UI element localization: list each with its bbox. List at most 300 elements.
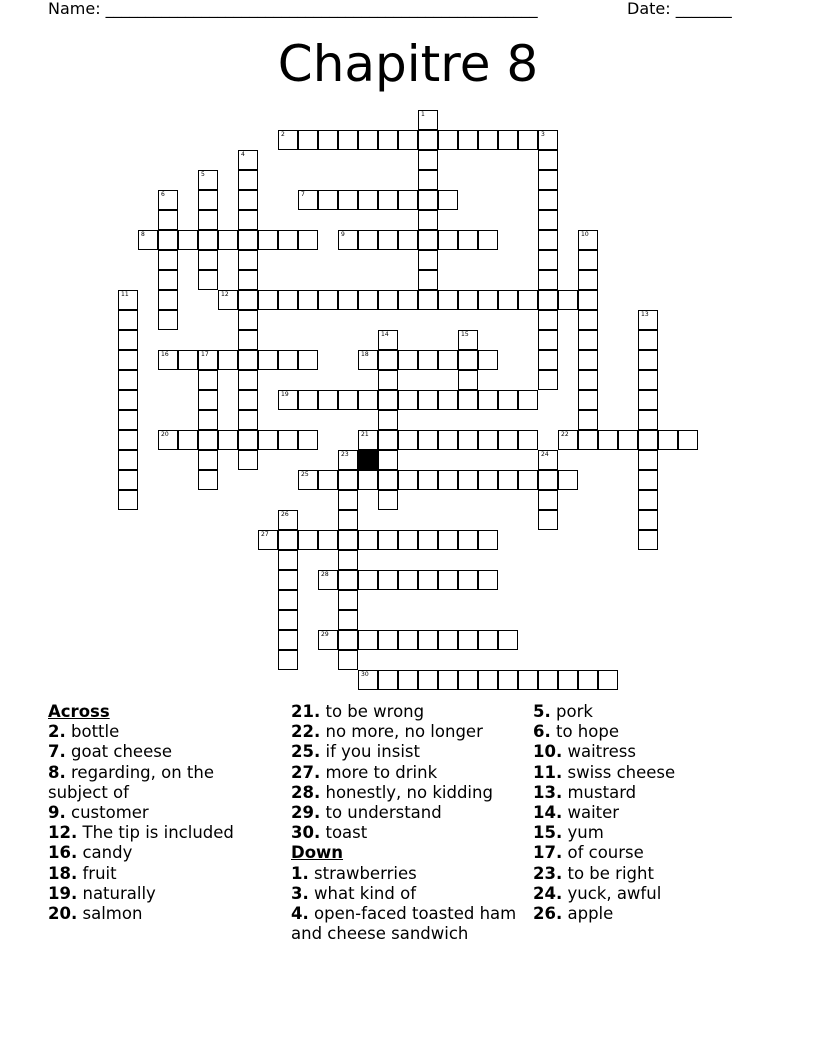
grid-cell[interactable]: [578, 350, 598, 370]
grid-cell[interactable]: [458, 630, 478, 650]
grid-cell[interactable]: [118, 490, 138, 510]
grid-cell[interactable]: [198, 390, 218, 410]
grid-cell[interactable]: [578, 370, 598, 390]
grid-cell[interactable]: [458, 670, 478, 690]
grid-cell[interactable]: [378, 490, 398, 510]
grid-cell[interactable]: [278, 290, 298, 310]
grid-cell[interactable]: [418, 430, 438, 450]
across-clue: 21. to be wrong: [291, 702, 425, 721]
grid-cell[interactable]: [398, 350, 418, 370]
grid-cell[interactable]: [598, 670, 618, 690]
across-clue: 29. to understand: [291, 803, 442, 823]
grid-cell[interactable]: [438, 190, 458, 210]
grid-cell[interactable]: [378, 130, 398, 150]
grid-cell[interactable]: [218, 350, 238, 370]
clue-number: 17: [201, 351, 209, 358]
grid-cell[interactable]: [298, 470, 318, 490]
grid-cell[interactable]: [518, 130, 538, 150]
grid-cell[interactable]: [338, 630, 358, 650]
grid-cell[interactable]: [438, 470, 458, 490]
grid-cell[interactable]: [318, 530, 338, 550]
grid-cell[interactable]: [278, 650, 298, 670]
grid-cell[interactable]: [378, 410, 398, 430]
grid-cell[interactable]: [638, 310, 658, 330]
grid-cell[interactable]: [358, 630, 378, 650]
grid-cell[interactable]: [338, 510, 358, 530]
grid-cell[interactable]: [578, 330, 598, 350]
grid-cell[interactable]: [198, 370, 218, 390]
grid-cell[interactable]: [598, 430, 618, 450]
down-clue: 11. swiss cheese: [533, 762, 676, 782]
grid-cell[interactable]: [418, 130, 438, 150]
grid-cell[interactable]: [638, 490, 658, 510]
grid-cell[interactable]: [238, 230, 258, 250]
grid-cell[interactable]: [118, 410, 138, 430]
clue-number: 18: [361, 351, 369, 358]
across-clue: 22. no more, no longer: [291, 722, 483, 742]
grid-cell[interactable]: [438, 530, 458, 550]
grid-cell[interactable]: [238, 150, 258, 170]
grid-cell[interactable]: [438, 430, 458, 450]
grid-cell[interactable]: [198, 270, 218, 290]
grid-cell[interactable]: [218, 430, 238, 450]
across-clue: 7. goat cheese: [48, 742, 172, 762]
grid-cell[interactable]: [538, 230, 558, 250]
grid-cell[interactable]: [278, 130, 298, 150]
date-line: Date: _______: [627, 0, 732, 18]
name-line: Name: ______________________________________________________: [48, 0, 538, 18]
grid-cell[interactable]: [238, 210, 258, 230]
grid-cell[interactable]: [418, 350, 438, 370]
grid-cell[interactable]: [558, 290, 578, 310]
grid-cell[interactable]: [358, 390, 378, 410]
grid-cell[interactable]: [438, 390, 458, 410]
grid-cell[interactable]: [558, 670, 578, 690]
grid-cell[interactable]: [398, 130, 418, 150]
grid-cell[interactable]: [418, 250, 438, 270]
grid-cell[interactable]: [338, 130, 358, 150]
grid-cell[interactable]: [458, 230, 478, 250]
grid-cell[interactable]: [438, 290, 458, 310]
grid-cell[interactable]: [318, 190, 338, 210]
grid-cell[interactable]: [498, 290, 518, 310]
grid-cell[interactable]: [238, 450, 258, 470]
grid-cell[interactable]: [258, 350, 278, 370]
grid-cell[interactable]: [498, 390, 518, 410]
grid-cell[interactable]: [338, 190, 358, 210]
grid-cell[interactable]: [378, 530, 398, 550]
grid-cell[interactable]: [538, 450, 558, 470]
grid-cell[interactable]: [638, 510, 658, 530]
grid-cell[interactable]: [158, 210, 178, 230]
grid-cell[interactable]: [338, 650, 358, 670]
grid-cell[interactable]: [578, 310, 598, 330]
grid-cell[interactable]: [578, 250, 598, 270]
grid-cell[interactable]: [238, 350, 258, 370]
grid-cell[interactable]: [158, 270, 178, 290]
grid-cell[interactable]: [338, 610, 358, 630]
grid-cell[interactable]: [478, 670, 498, 690]
grid-cell[interactable]: [238, 370, 258, 390]
grid-cell[interactable]: [358, 230, 378, 250]
grid-cell[interactable]: [518, 390, 538, 410]
grid-cell[interactable]: [398, 570, 418, 590]
down-clue: 17. of course: [533, 843, 644, 863]
grid-cell[interactable]: [418, 190, 438, 210]
grid-cell[interactable]: [178, 350, 198, 370]
grid-cell[interactable]: [418, 150, 438, 170]
grid-cell[interactable]: [238, 190, 258, 210]
grid-cell[interactable]: [538, 330, 558, 350]
grid-cell[interactable]: [638, 370, 658, 390]
grid-cell[interactable]: [338, 230, 358, 250]
grid-cell[interactable]: [118, 330, 138, 350]
grid-cell[interactable]: [398, 290, 418, 310]
grid-cell[interactable]: [238, 390, 258, 410]
grid-cell[interactable]: [478, 630, 498, 650]
clue-number: 21: [361, 431, 369, 438]
grid-cell[interactable]: [278, 590, 298, 610]
grid-cell[interactable]: [158, 190, 178, 210]
grid-cell[interactable]: [458, 350, 478, 370]
grid-cell[interactable]: [358, 130, 378, 150]
grid-cell[interactable]: [378, 470, 398, 490]
grid-cell[interactable]: [378, 390, 398, 410]
grid-cell[interactable]: [358, 570, 378, 590]
grid-cell[interactable]: [418, 270, 438, 290]
grid-cell[interactable]: [518, 430, 538, 450]
grid-cell[interactable]: [358, 190, 378, 210]
grid-cell[interactable]: [398, 630, 418, 650]
grid-cell[interactable]: [118, 450, 138, 470]
grid-cell[interactable]: [418, 470, 438, 490]
grid-cell[interactable]: [518, 670, 538, 690]
grid-cell[interactable]: [318, 570, 338, 590]
grid-cell[interactable]: [118, 370, 138, 390]
grid-cell[interactable]: [398, 390, 418, 410]
grid-cell[interactable]: [378, 350, 398, 370]
grid-cell[interactable]: [118, 390, 138, 410]
grid-cell[interactable]: [538, 470, 558, 490]
grid-cell[interactable]: [438, 230, 458, 250]
grid-cell[interactable]: [478, 430, 498, 450]
grid-cell[interactable]: [538, 170, 558, 190]
across-clue: 30. toast: [291, 823, 368, 843]
grid-cell[interactable]: [498, 470, 518, 490]
grid-cell[interactable]: [638, 450, 658, 470]
grid-cell[interactable]: [358, 430, 378, 450]
grid-cell[interactable]: [478, 470, 498, 490]
grid-cell[interactable]: [238, 270, 258, 290]
grid-cell[interactable]: [498, 630, 518, 650]
grid-cell[interactable]: [638, 390, 658, 410]
grid-cell[interactable]: [238, 290, 258, 310]
across-clue: 28. honestly, no kidding: [291, 782, 493, 802]
grid-cell[interactable]: [578, 430, 598, 450]
grid-cell[interactable]: [378, 450, 398, 470]
grid-cell[interactable]: [398, 470, 418, 490]
grid-cell[interactable]: [238, 310, 258, 330]
grid-cell[interactable]: [218, 230, 238, 250]
grid-cell[interactable]: [118, 470, 138, 490]
grid-cell[interactable]: [378, 630, 398, 650]
grid-cell[interactable]: [418, 630, 438, 650]
grid-cell[interactable]: [318, 290, 338, 310]
grid-cell[interactable]: [338, 470, 358, 490]
down-clue: 14. waiter: [533, 803, 620, 823]
grid-cell[interactable]: [338, 570, 358, 590]
grid-cell[interactable]: [458, 390, 478, 410]
grid-cell[interactable]: [498, 430, 518, 450]
grid-cell[interactable]: [538, 350, 558, 370]
grid-cell[interactable]: [398, 190, 418, 210]
grid-cell[interactable]: [198, 410, 218, 430]
grid-cell[interactable]: [278, 550, 298, 570]
down-clue: 26. apple: [533, 904, 614, 924]
clue-number: 15: [461, 331, 469, 338]
grid-cell[interactable]: [678, 430, 698, 450]
grid-cell[interactable]: [538, 130, 558, 150]
grid-cell[interactable]: [158, 350, 178, 370]
grid-cell[interactable]: [178, 230, 198, 250]
grid-cell[interactable]: [538, 150, 558, 170]
grid-cell[interactable]: [638, 430, 658, 450]
grid-cell[interactable]: [298, 130, 318, 150]
grid-cell[interactable]: [638, 410, 658, 430]
grid-cell[interactable]: [538, 490, 558, 510]
grid-cell[interactable]: [498, 670, 518, 690]
grid-cell[interactable]: [438, 130, 458, 150]
grid-cell[interactable]: [378, 370, 398, 390]
grid-cell[interactable]: [238, 170, 258, 190]
grid-cell[interactable]: [438, 570, 458, 590]
grid-cell[interactable]: [358, 670, 378, 690]
grid-cell[interactable]: [198, 430, 218, 450]
clue-number: 2: [281, 131, 285, 138]
grid-cell[interactable]: [118, 310, 138, 330]
grid-cell[interactable]: [278, 230, 298, 250]
grid-cell[interactable]: [118, 290, 138, 310]
grid-cell[interactable]: [638, 530, 658, 550]
grid-cell[interactable]: [478, 390, 498, 410]
grid-cell[interactable]: [258, 290, 278, 310]
grid-cell[interactable]: [158, 250, 178, 270]
down-clue: 5. pork: [533, 702, 593, 721]
grid-cell[interactable]: [518, 290, 538, 310]
grid-cell[interactable]: [298, 190, 318, 210]
grid-cell[interactable]: [298, 530, 318, 550]
grid-cell[interactable]: [458, 290, 478, 310]
grid-cell[interactable]: [498, 130, 518, 150]
grid-cell[interactable]: [198, 190, 218, 210]
grid-cell[interactable]: [238, 250, 258, 270]
across-clue: 25. if you insist: [291, 742, 420, 762]
grid-cell[interactable]: [378, 570, 398, 590]
grid-cell[interactable]: [378, 290, 398, 310]
grid-cell[interactable]: [578, 290, 598, 310]
grid-cell[interactable]: [458, 130, 478, 150]
grid-cell[interactable]: [398, 670, 418, 690]
grid-cell[interactable]: [378, 330, 398, 350]
grid-cell[interactable]: [358, 530, 378, 550]
grid-cell[interactable]: [418, 670, 438, 690]
grid-cell[interactable]: [418, 170, 438, 190]
grid-cell[interactable]: [358, 350, 378, 370]
grid-cell[interactable]: [338, 390, 358, 410]
clue-number: 24: [541, 451, 549, 458]
grid-cell[interactable]: [378, 230, 398, 250]
grid-cell[interactable]: [458, 570, 478, 590]
grid-cell[interactable]: [218, 290, 238, 310]
grid-cell[interactable]: [638, 470, 658, 490]
grid-cell[interactable]: [278, 430, 298, 450]
grid-cell[interactable]: [338, 490, 358, 510]
grid-cell[interactable]: [358, 290, 378, 310]
grid-cell[interactable]: [538, 510, 558, 530]
grid-cell[interactable]: [278, 390, 298, 410]
grid-cell[interactable]: [538, 290, 558, 310]
grid-cell[interactable]: [278, 510, 298, 530]
grid-cell[interactable]: [278, 630, 298, 650]
grid-cell[interactable]: [278, 610, 298, 630]
grid-cell[interactable]: [318, 630, 338, 650]
grid-cell[interactable]: [298, 390, 318, 410]
grid-cell[interactable]: [298, 430, 318, 450]
grid-cell[interactable]: [478, 570, 498, 590]
grid-cell[interactable]: [318, 470, 338, 490]
grid-cell[interactable]: [338, 530, 358, 550]
grid-cell[interactable]: [298, 230, 318, 250]
grid-cell[interactable]: [478, 130, 498, 150]
grid-cell[interactable]: [198, 350, 218, 370]
grid-cell[interactable]: [438, 670, 458, 690]
grid-cell[interactable]: [198, 470, 218, 490]
grid-cell[interactable]: [198, 210, 218, 230]
clue-number: 19: [281, 391, 289, 398]
grid-cell[interactable]: [578, 230, 598, 250]
grid-cell[interactable]: [538, 250, 558, 270]
grid-cell[interactable]: [198, 170, 218, 190]
grid-cell[interactable]: [418, 230, 438, 250]
grid-cell[interactable]: [398, 530, 418, 550]
grid-cell[interactable]: [418, 210, 438, 230]
grid-cell[interactable]: [478, 530, 498, 550]
grid-cell[interactable]: [378, 670, 398, 690]
grid-cell[interactable]: [378, 430, 398, 450]
grid-cell[interactable]: [258, 530, 278, 550]
grid-cell[interactable]: [298, 350, 318, 370]
grid-cell[interactable]: [438, 630, 458, 650]
grid-cell[interactable]: [558, 430, 578, 450]
grid-cell[interactable]: [338, 590, 358, 610]
grid-cell[interactable]: [358, 470, 378, 490]
grid-cell[interactable]: [638, 350, 658, 370]
grid-cell[interactable]: [638, 330, 658, 350]
grid-cell[interactable]: [538, 270, 558, 290]
clue-number: 20: [161, 431, 169, 438]
grid-cell[interactable]: [418, 290, 438, 310]
grid-cell[interactable]: [278, 350, 298, 370]
grid-cell[interactable]: [578, 670, 598, 690]
grid-cell[interactable]: [158, 290, 178, 310]
grid-cell[interactable]: [558, 470, 578, 490]
grid-cell[interactable]: [418, 390, 438, 410]
grid-cell[interactable]: [378, 190, 398, 210]
grid-cell[interactable]: [418, 110, 438, 130]
grid-cell[interactable]: [238, 430, 258, 450]
grid-cell[interactable]: [538, 210, 558, 230]
grid-cell[interactable]: [538, 310, 558, 330]
grid-cell[interactable]: [138, 230, 158, 250]
grid-cell[interactable]: [458, 330, 478, 350]
grid-cell[interactable]: [478, 230, 498, 250]
grid-cell[interactable]: [458, 470, 478, 490]
grid-cell[interactable]: [518, 470, 538, 490]
grid-cell[interactable]: [418, 570, 438, 590]
grid-cell[interactable]: [458, 430, 478, 450]
grid-cell[interactable]: [238, 410, 258, 430]
grid-cell[interactable]: [158, 230, 178, 250]
grid-cell[interactable]: [538, 670, 558, 690]
grid-cell[interactable]: [578, 270, 598, 290]
grid-cell[interactable]: [298, 290, 318, 310]
clue-number: 16: [161, 351, 169, 358]
grid-cell[interactable]: [178, 430, 198, 450]
clue-number: 13: [641, 311, 649, 318]
grid-cell[interactable]: [478, 350, 498, 370]
grid-cell[interactable]: [478, 290, 498, 310]
grid-cell[interactable]: [418, 530, 438, 550]
grid-cell[interactable]: [398, 430, 418, 450]
grid-cell[interactable]: [618, 430, 638, 450]
grid-cell[interactable]: [318, 390, 338, 410]
grid-cell[interactable]: [118, 430, 138, 450]
grid-cell[interactable]: [398, 230, 418, 250]
down-clue: 23. to be right: [533, 863, 654, 883]
grid-cell[interactable]: [338, 550, 358, 570]
grid-cell[interactable]: [278, 530, 298, 550]
grid-cell[interactable]: [258, 230, 278, 250]
across-heading: Across: [48, 702, 110, 721]
clue-number: 9: [341, 231, 345, 238]
grid-cell[interactable]: [578, 390, 598, 410]
grid-cell[interactable]: [238, 330, 258, 350]
clue-number: 11: [121, 291, 129, 298]
grid-cell[interactable]: [338, 450, 358, 470]
grid-cell[interactable]: [258, 430, 278, 450]
grid-cell[interactable]: [198, 250, 218, 270]
grid-cell[interactable]: [458, 370, 478, 390]
grid-cell[interactable]: [158, 310, 178, 330]
grid-cell[interactable]: [158, 430, 178, 450]
grid-cell[interactable]: [278, 570, 298, 590]
grid-cell[interactable]: [538, 370, 558, 390]
grid-cell[interactable]: [658, 430, 678, 450]
grid-cell[interactable]: [318, 130, 338, 150]
grid-cell[interactable]: [578, 410, 598, 430]
down-clue: 4. open-faced toasted ham and cheese sandwich: [291, 904, 517, 944]
grid-cell[interactable]: [438, 350, 458, 370]
grid-cell[interactable]: [118, 350, 138, 370]
down-clue: 6. to hope: [533, 722, 619, 742]
across-clue: 27. more to drink: [291, 762, 438, 782]
grid-cell[interactable]: [338, 290, 358, 310]
grid-cell[interactable]: [538, 190, 558, 210]
grid-cell[interactable]: [198, 230, 218, 250]
grid-cell[interactable]: [198, 450, 218, 470]
clue-number: 12: [221, 291, 229, 298]
grid-cell[interactable]: [458, 530, 478, 550]
